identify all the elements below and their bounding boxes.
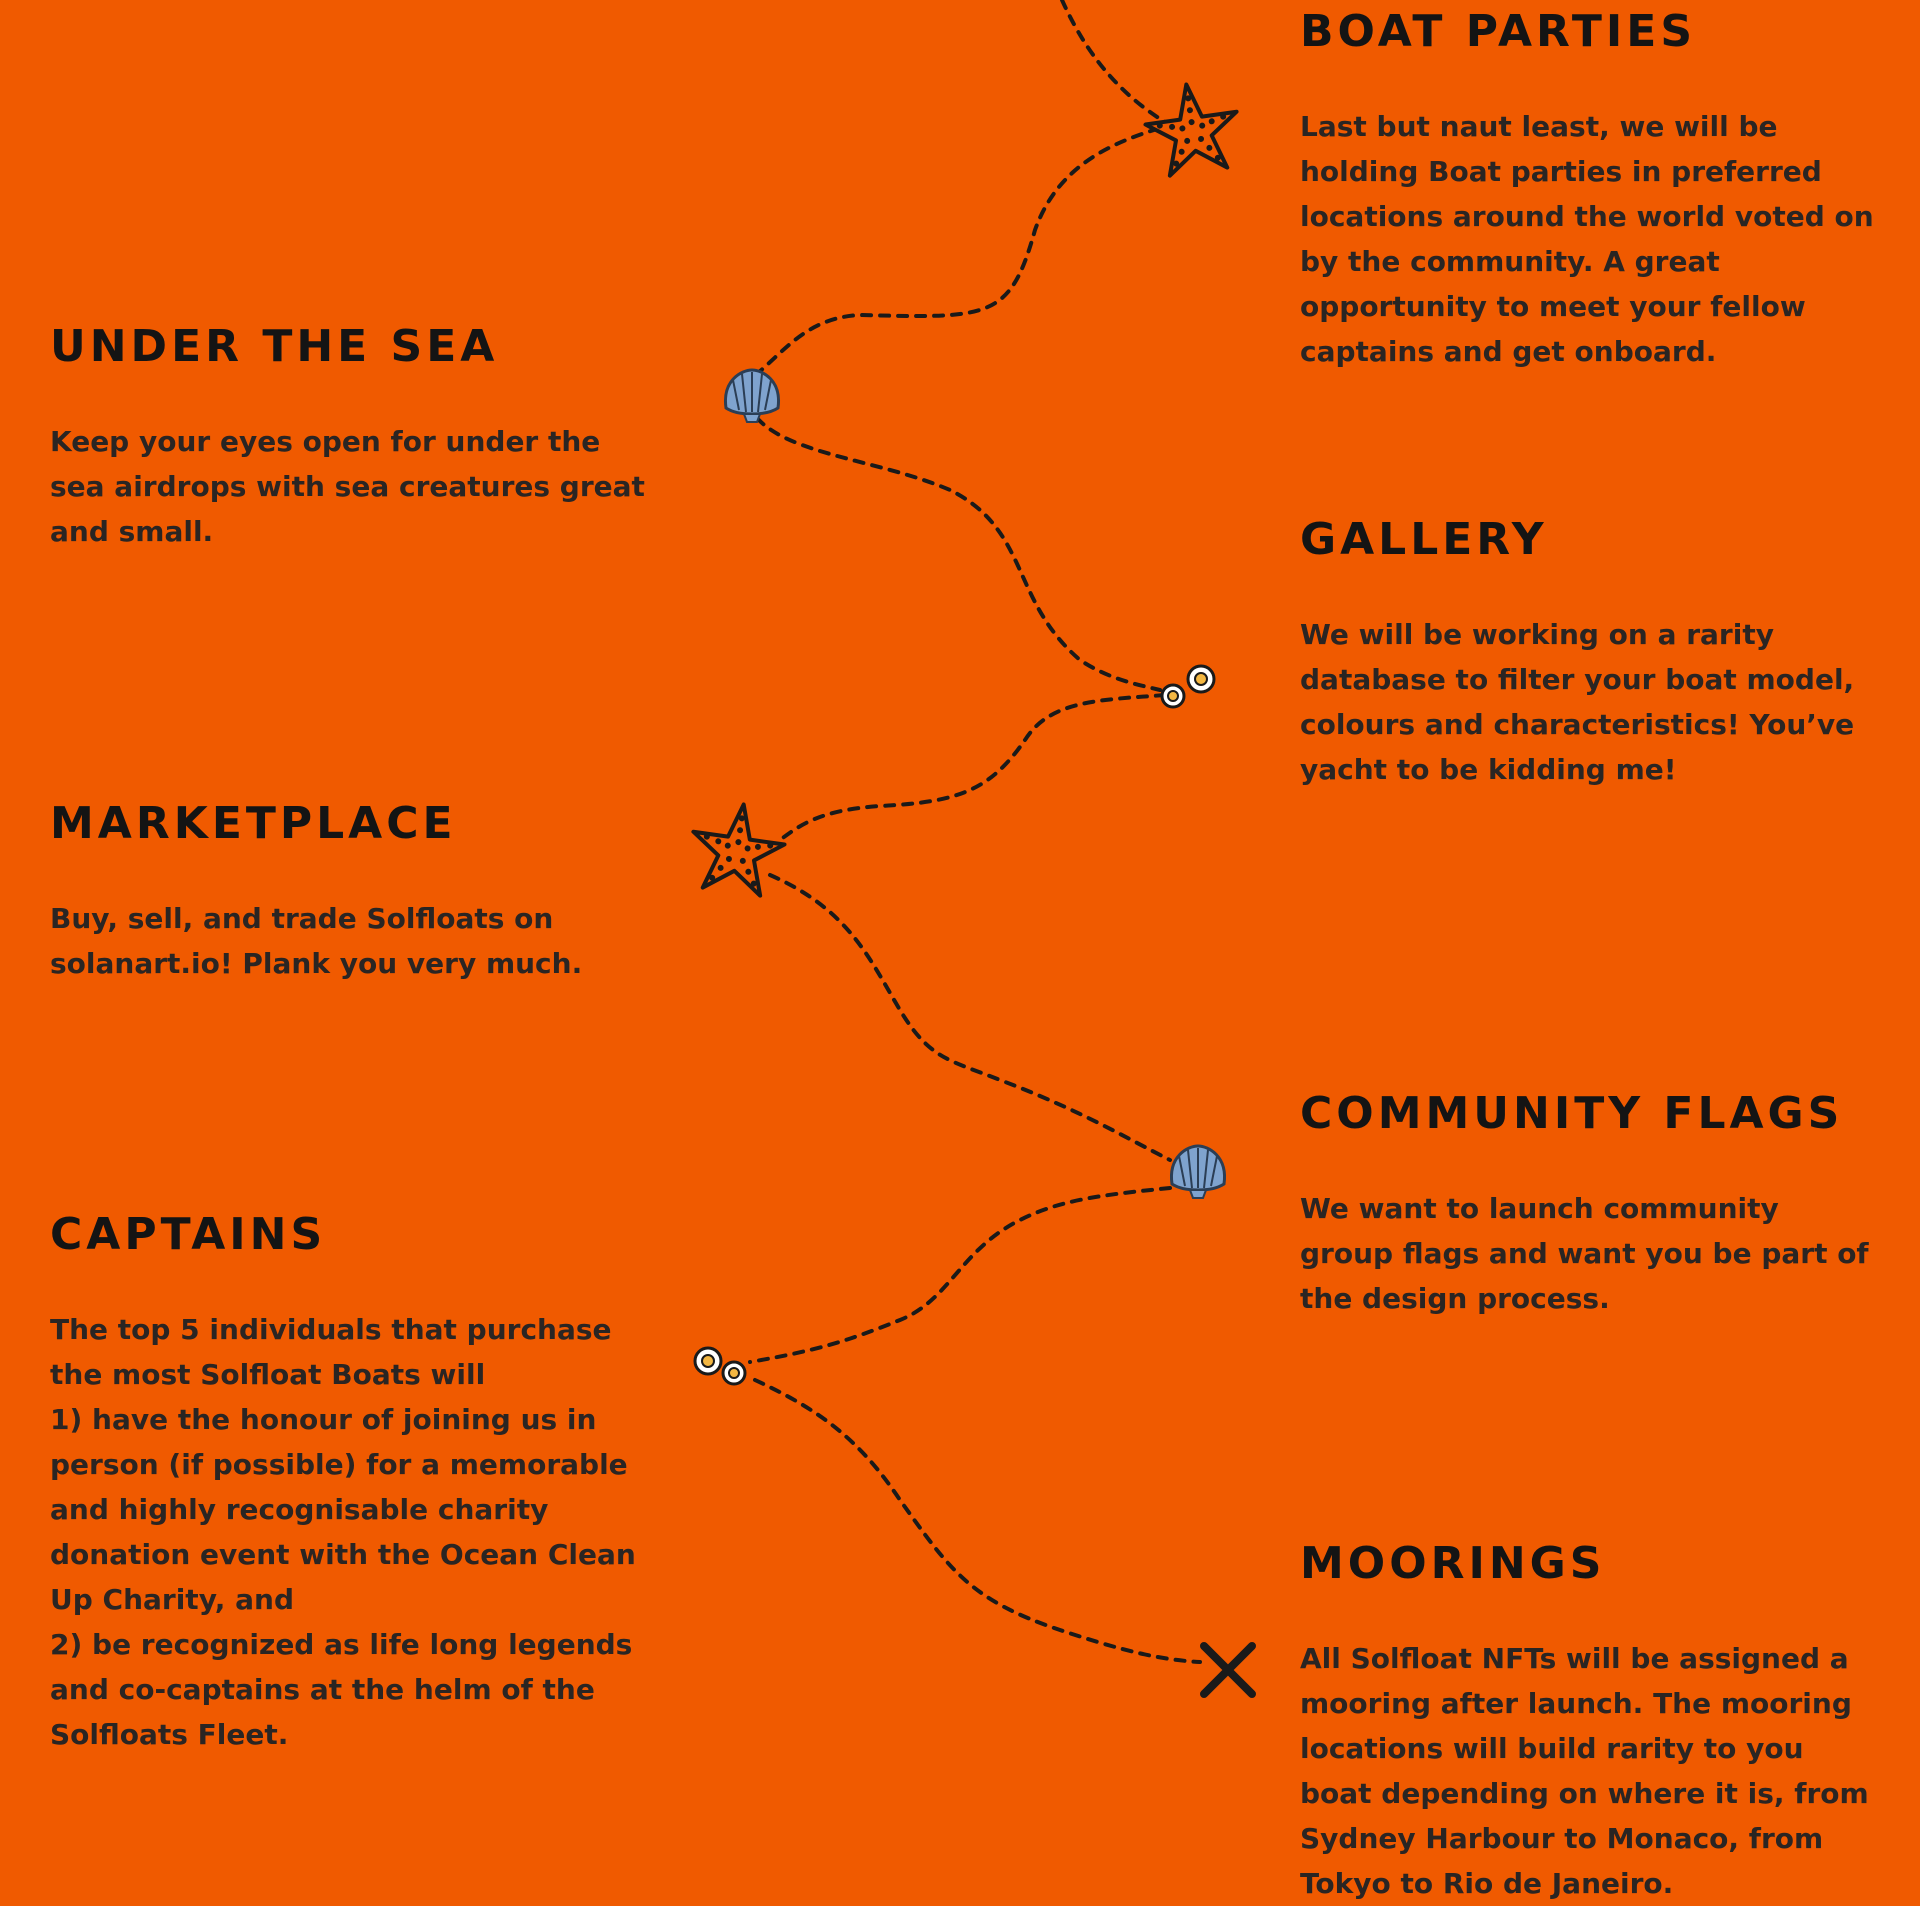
roadmap-item-moorings <box>1300 1538 1880 1906</box>
roadmap-item-community-flags <box>1300 1088 1880 1321</box>
roadmap-item-boat-parties <box>1300 6 1880 374</box>
moorings-title: MOORINGS <box>1300 1538 1606 1589</box>
gallery-title: GALLERY <box>1300 514 1548 565</box>
partial-top-text <box>50 0 670 7</box>
under-the-sea-description: Keep your eyes open for under the sea airdrops with sea creatures great and small. <box>50 425 645 548</box>
boat-parties-description: Last but naut least, we will be holding Boat parties in preferred locations around the world voted on by the community. A great opportunity to meet your fellow captains and get onboard. <box>1300 110 1874 368</box>
shell-icon <box>725 370 778 422</box>
under-the-sea-title: UNDER THE SEA <box>50 321 499 372</box>
x-mark-icon <box>1204 1646 1252 1694</box>
starfish-icon <box>1141 78 1244 178</box>
marketplace-description: Buy, sell, and trade Solfloats on solanart.io! Plank you very much. <box>50 902 583 980</box>
dotted-route <box>742 0 1200 1662</box>
flower-icon <box>695 1348 745 1384</box>
community-flags-title: COMMUNITY FLAGS <box>1300 1088 1844 1139</box>
community-flags-description: We want to launch community group flags and want you be part of the design process. <box>1300 1192 1869 1315</box>
moorings-description: All Solfloat NFTs will be assigned a mooring after launch. The mooring locations will build rarity to you boat depending on where it is, from Sydney Harbour to Monaco, from Tokyo to Rio de Janeiro. <box>1300 1642 1869 1900</box>
captains-title: CAPTAINS <box>50 1209 327 1260</box>
marketplace-title: MARKETPLACE <box>50 798 457 849</box>
boat-parties-title: BOAT PARTIES <box>1300 6 1697 57</box>
starfish-icon <box>686 798 789 898</box>
captains-description-point-2: 2) be recognized as life long legends and co-captains at the helm of the Solfloats Fleet. <box>50 1628 633 1751</box>
roadmap-item-under-the-sea <box>50 321 650 554</box>
flower-icon <box>1162 666 1214 707</box>
roadmap-item-gallery <box>1300 514 1880 792</box>
roadmap-item-marketplace <box>50 798 650 986</box>
roadmap-item-captains <box>50 1209 650 1757</box>
gallery-description: We will be working on a rarity database to filter your boat model, colours and characteristics! You’ve yacht to be kidding me! <box>1300 618 1855 786</box>
shell-icon <box>1171 1146 1224 1198</box>
captains-description-point-1: 1) have the honour of joining us in person (if possible) for a memorable and highly recognisable charity donation event with the Ocean Clean Up Charity, and <box>50 1403 636 1616</box>
captains-description-intro: The top 5 individuals that purchase the most Solfloat Boats will <box>50 1313 612 1391</box>
